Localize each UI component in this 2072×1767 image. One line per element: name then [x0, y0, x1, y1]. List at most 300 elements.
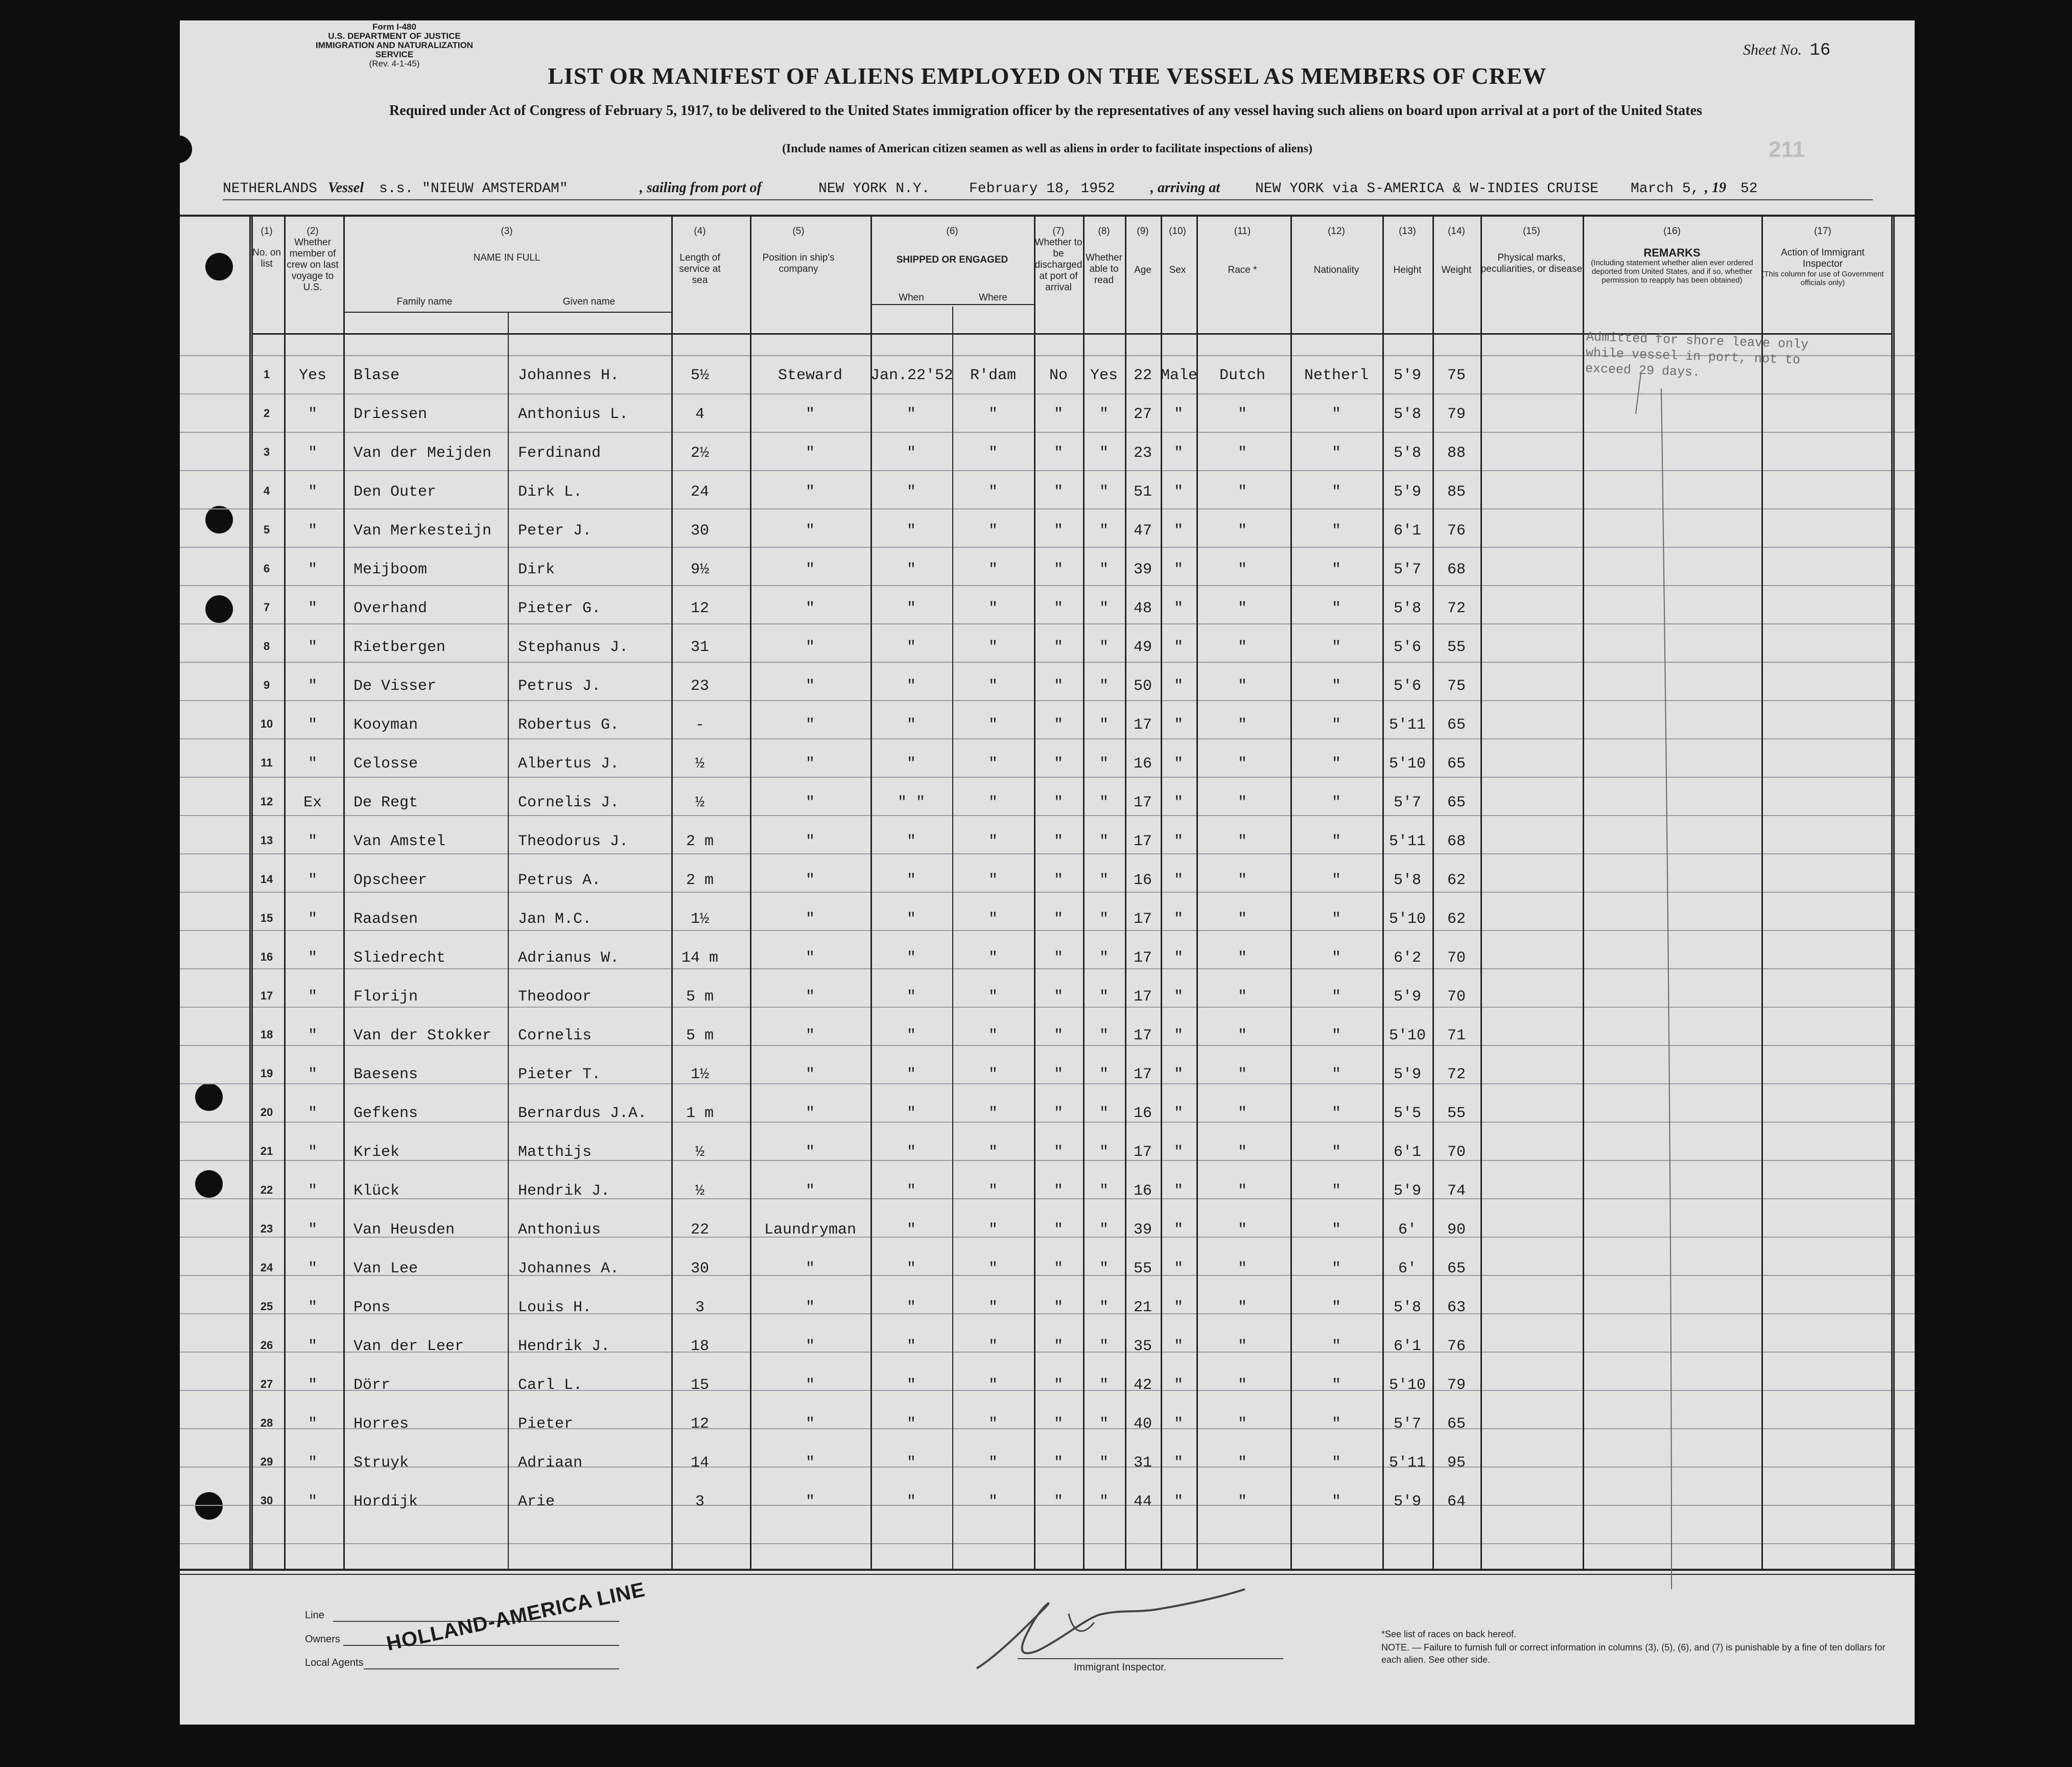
- cell-where: ": [988, 1415, 998, 1433]
- cell-last: ": [308, 406, 317, 423]
- cell-disch: ": [1053, 911, 1063, 928]
- cell-when: ": [906, 716, 916, 734]
- cell-where: ": [988, 1221, 998, 1239]
- cell-age: 47: [1133, 522, 1152, 540]
- cell-given: Pieter: [518, 1415, 574, 1433]
- cell-race: ": [1237, 1454, 1247, 1472]
- cell-weight: 65: [1447, 1260, 1466, 1277]
- cell-position: ": [805, 1415, 815, 1433]
- cell-sex: ": [1173, 483, 1183, 501]
- col-9-number: (9): [1137, 226, 1149, 237]
- races-note: *See list of races on back hereof.: [1381, 1629, 1517, 1639]
- cell-position: ": [805, 1299, 815, 1316]
- cell-last: ": [308, 988, 317, 1006]
- cell-read: ": [1099, 1415, 1109, 1433]
- col-last-voyage-header: Whether member of crew on last voyage to U.S.: [287, 237, 339, 293]
- cell-height: 5'8: [1393, 445, 1421, 462]
- cell-where: ": [988, 406, 998, 423]
- cell-family: Hordijk: [354, 1493, 418, 1510]
- cell-weight: 65: [1447, 716, 1466, 734]
- cell-age: 16: [1133, 1182, 1152, 1200]
- cell-nationality: ": [1331, 949, 1341, 967]
- cell-sex: ": [1173, 949, 1183, 967]
- note-text: — Failure to furnish full or correct information in columns (3), (5), (6), and (7) is punishable by a fine of ten dollars for each alien. See other side.: [1381, 1642, 1886, 1665]
- cell-race: ": [1237, 872, 1247, 889]
- cell-nationality: ": [1331, 1182, 1341, 1200]
- cell-age: 17: [1133, 716, 1152, 734]
- cell-where: ": [988, 483, 998, 501]
- cell-read: ": [1099, 1377, 1109, 1394]
- row-number: 23: [260, 1222, 273, 1235]
- col-15-number: (15): [1523, 226, 1540, 237]
- cell-sex: ": [1173, 1415, 1183, 1433]
- cell-given: Hendrik J.: [518, 1338, 610, 1355]
- year-prefix: , 19: [1705, 180, 1726, 196]
- cell-family: De Regt: [354, 794, 418, 811]
- cell-when: ": [906, 988, 916, 1006]
- cell-race: ": [1237, 1415, 1247, 1433]
- cell-when: ": [906, 833, 916, 850]
- cell-age: 55: [1133, 1260, 1152, 1277]
- cell-where: ": [988, 1144, 998, 1161]
- col-race-header: Race *: [1228, 265, 1257, 275]
- cell-race: ": [1237, 1299, 1247, 1316]
- cell-where: ": [988, 600, 998, 617]
- arrival-port: NEW YORK via S-AMERICA & W-INDIES CRUISE: [1255, 181, 1599, 197]
- col-action-note: (This column for use of Government officials only): [1761, 270, 1884, 287]
- cell-service: ½: [695, 755, 704, 773]
- cell-service: 1½: [690, 1066, 709, 1083]
- cell-position: ": [805, 600, 815, 617]
- cell-family: Opscheer: [354, 872, 428, 889]
- cell-position: ": [805, 1338, 815, 1355]
- cell-given: Petrus A.: [518, 872, 601, 889]
- cell-service: 5 m: [686, 1027, 714, 1044]
- form-service: IMMIGRATION AND NATURALIZATION SERVICE: [315, 40, 474, 59]
- cell-sex: ": [1173, 1105, 1183, 1122]
- row-number: 21: [260, 1145, 273, 1157]
- row-number: 8: [263, 640, 270, 653]
- cell-when: ": [906, 1221, 916, 1239]
- cell-where: ": [988, 1027, 998, 1044]
- col-remarks-header: REMARKS: [1643, 246, 1701, 259]
- cell-height: 6'2: [1393, 949, 1421, 967]
- cell-height: 5'8: [1393, 600, 1421, 617]
- cell-position: ": [805, 1377, 815, 1394]
- note-label: NOTE.: [1381, 1642, 1410, 1653]
- row-number: 12: [260, 795, 273, 808]
- cell-read: ": [1099, 1260, 1109, 1277]
- cell-read: ": [1099, 522, 1109, 540]
- cell-service: 30: [690, 522, 709, 540]
- cell-last: ": [308, 949, 317, 967]
- cell-age: 50: [1133, 678, 1152, 695]
- cell-age: 22: [1133, 367, 1152, 384]
- cell-weight: 72: [1447, 1066, 1466, 1083]
- cell-last: ": [308, 445, 317, 462]
- cell-weight: 65: [1447, 755, 1466, 773]
- row-number: 26: [260, 1339, 273, 1352]
- cell-where: ": [988, 1454, 998, 1472]
- cell-where: ": [988, 1338, 998, 1355]
- line-stamp: HOLLAND-AMERICA LINE: [384, 1578, 647, 1656]
- row-number: 24: [260, 1261, 273, 1274]
- cell-race: ": [1237, 1493, 1247, 1510]
- cell-race: ": [1237, 949, 1247, 967]
- cell-family: Van Merkesteijn: [354, 522, 492, 540]
- cell-nationality: ": [1331, 1105, 1341, 1122]
- cell-where: ": [988, 561, 998, 578]
- cell-disch: ": [1053, 755, 1063, 773]
- cell-family: Kooyman: [354, 716, 418, 734]
- cell-age: 44: [1133, 1493, 1152, 1510]
- cell-nationality: ": [1331, 483, 1341, 501]
- cell-height: 5'9: [1393, 483, 1421, 501]
- cell-weight: 74: [1447, 1182, 1466, 1200]
- cell-height: 5'7: [1393, 561, 1421, 578]
- cell-service: 24: [690, 483, 709, 501]
- cell-family: Driessen: [354, 406, 428, 423]
- cell-read: ": [1099, 1027, 1109, 1044]
- cell-nationality: ": [1331, 1299, 1341, 1316]
- cell-height: 5'8: [1393, 872, 1421, 889]
- row-number: 28: [260, 1416, 273, 1429]
- cell-given: Albertus J.: [518, 755, 620, 773]
- row-number: 6: [263, 562, 270, 575]
- cell-given: Johannes A.: [518, 1260, 620, 1277]
- cell-when: ": [906, 1027, 916, 1044]
- cell-sex: ": [1173, 1377, 1183, 1394]
- cell-sex: ": [1173, 1066, 1183, 1083]
- cell-service: 2½: [690, 445, 709, 462]
- cell-when: ": [906, 949, 916, 967]
- cell-weight: 63: [1447, 1299, 1466, 1316]
- cell-read: ": [1099, 988, 1109, 1006]
- cell-height: 5'5: [1393, 1105, 1421, 1122]
- cell-position: ": [805, 561, 815, 578]
- cell-position: Laundryman: [764, 1221, 857, 1239]
- cell-age: 48: [1133, 600, 1152, 617]
- col-where-header: Where: [979, 292, 1007, 303]
- cell-weight: 65: [1447, 1415, 1466, 1433]
- cell-where: ": [988, 1377, 998, 1394]
- cell-service: -: [695, 716, 704, 734]
- cell-service: 5 m: [686, 988, 714, 1006]
- col-family-header: Family name: [396, 296, 453, 307]
- cell-given: Adrianus W.: [518, 949, 620, 967]
- cell-last: ": [308, 1493, 317, 1510]
- cell-weight: 55: [1447, 639, 1466, 656]
- cell-age: 40: [1133, 1415, 1152, 1433]
- cell-given: Louis H.: [518, 1299, 592, 1316]
- cell-weight: 70: [1447, 1144, 1466, 1161]
- form-number: Form I-480: [372, 22, 416, 32]
- cell-given: Jan M.C.: [518, 911, 592, 928]
- cell-position: ": [805, 678, 815, 695]
- col-17-number: (17): [1814, 226, 1831, 237]
- cell-sex: ": [1173, 561, 1183, 578]
- cell-age: 16: [1133, 872, 1152, 889]
- col-13-number: (13): [1399, 226, 1416, 237]
- cell-service: 12: [690, 1415, 709, 1433]
- page-stamp: 211: [1769, 137, 1805, 162]
- arriving-label: , arriving at: [1150, 180, 1220, 196]
- cell-race: ": [1237, 794, 1247, 811]
- cell-nationality: ": [1331, 1493, 1341, 1510]
- cell-height: 5'11: [1388, 833, 1426, 850]
- inspector-signature: [967, 1574, 1253, 1676]
- cell-height: 6'1: [1393, 522, 1421, 540]
- cell-race: ": [1237, 1338, 1247, 1355]
- manifest-subtitle: Required under Act of Congress of February 5, 1917, to be delivered to the United States immigration officer by the representatives of any vessel having such aliens on board upon arrival at a port of the United States: [389, 103, 1702, 119]
- cell-read: ": [1099, 1221, 1109, 1239]
- cell-read: ": [1099, 716, 1109, 734]
- row-number: 20: [260, 1106, 273, 1119]
- cell-read: ": [1099, 639, 1109, 656]
- cell-given: Dirk L.: [518, 483, 583, 501]
- cell-position: ": [805, 406, 815, 423]
- cell-read: ": [1099, 561, 1109, 578]
- cell-age: 39: [1133, 561, 1152, 578]
- cell-race: ": [1237, 639, 1247, 656]
- cell-race: ": [1237, 716, 1247, 734]
- col-14-number: (14): [1448, 226, 1465, 237]
- cell-sex: Male: [1161, 367, 1198, 384]
- cell-family: Sliedrecht: [354, 949, 446, 967]
- col-12-number: (12): [1328, 226, 1345, 237]
- cell-height: 5'7: [1393, 794, 1421, 811]
- cell-when: ": [906, 406, 916, 423]
- cell-service: 2 m: [686, 872, 714, 889]
- cell-age: 17: [1133, 1027, 1152, 1044]
- cell-race: ": [1237, 600, 1247, 617]
- col-8-number: (8): [1098, 226, 1110, 237]
- cell-disch: ": [1053, 794, 1063, 811]
- cell-read: ": [1099, 1299, 1109, 1316]
- cell-race: ": [1237, 406, 1247, 423]
- row-number: 10: [260, 717, 273, 730]
- row-number: 22: [260, 1183, 273, 1196]
- cell-family: Van Amstel: [354, 833, 446, 850]
- cell-nationality: ": [1331, 716, 1341, 734]
- col-3-number: (3): [501, 226, 513, 237]
- cell-family: Dörr: [354, 1377, 391, 1394]
- cell-family: Rietbergen: [354, 639, 446, 656]
- col-nationality-header: Nationality: [1313, 265, 1359, 275]
- cell-when: ": [906, 522, 916, 540]
- cell-height: 5'9: [1393, 1182, 1421, 1200]
- cell-nationality: ": [1331, 561, 1341, 578]
- cell-read: ": [1099, 1105, 1109, 1122]
- col-11-number: (11): [1234, 226, 1251, 237]
- cell-disch: ": [1053, 1299, 1063, 1316]
- cell-race: ": [1237, 911, 1247, 928]
- cell-family: Florijn: [354, 988, 418, 1006]
- cell-weight: 75: [1447, 678, 1466, 695]
- col-height-header: Height: [1393, 265, 1422, 275]
- cell-sex: ": [1173, 1221, 1183, 1239]
- cell-given: Cornelis: [518, 1027, 592, 1044]
- inspector-label: Immigrant Inspector.: [1074, 1662, 1167, 1673]
- cell-disch: ": [1053, 639, 1063, 656]
- cell-position: ": [805, 1066, 815, 1083]
- cell-where: ": [988, 1182, 998, 1200]
- cell-family: Raadsen: [354, 911, 418, 928]
- cell-service: 22: [690, 1221, 709, 1239]
- cell-disch: ": [1053, 988, 1063, 1006]
- cell-weight: 62: [1447, 911, 1466, 928]
- col-physical-header: Physical marks, peculiarities, or disease: [1480, 252, 1583, 274]
- cell-family: Van der Meijden: [354, 445, 492, 462]
- cell-race: ": [1237, 1027, 1247, 1044]
- cell-sex: ": [1173, 872, 1183, 889]
- cell-position: ": [805, 949, 815, 967]
- remarks-stamp: Admitted for shore leave only while vessel in port, not to exceed 29 days.: [1585, 329, 1809, 380]
- cell-weight: 76: [1447, 1338, 1466, 1355]
- cell-disch: ": [1053, 483, 1063, 501]
- row-number: 4: [263, 484, 270, 497]
- cell-read: Yes: [1090, 367, 1118, 384]
- cell-weight: 72: [1447, 600, 1466, 617]
- cell-nationality: ": [1331, 1260, 1341, 1277]
- cell-nationality: ": [1331, 1338, 1341, 1355]
- cell-given: Stephanus J.: [518, 639, 629, 656]
- cell-disch: ": [1053, 406, 1063, 423]
- cell-family: Horres: [354, 1415, 409, 1433]
- cell-disch: ": [1053, 1221, 1063, 1239]
- cell-when: ": [906, 911, 916, 928]
- cell-last: ": [308, 1338, 317, 1355]
- cell-given: Arie: [518, 1493, 555, 1510]
- cell-read: ": [1099, 406, 1109, 423]
- cell-service: 3: [695, 1493, 704, 1510]
- cell-when: ": [906, 1454, 916, 1472]
- year-value: 52: [1740, 181, 1758, 197]
- cell-family: Kriek: [354, 1144, 400, 1161]
- cell-sex: ": [1173, 406, 1183, 423]
- cell-race: ": [1237, 755, 1247, 773]
- cell-nationality: ": [1331, 1377, 1341, 1394]
- cell-race: ": [1237, 988, 1247, 1006]
- cell-read: ": [1099, 1144, 1109, 1161]
- cell-nationality: ": [1331, 600, 1341, 617]
- col-16-number: (16): [1663, 226, 1681, 237]
- col-5-number: (5): [792, 226, 805, 237]
- cell-given: Bernardus J.A.: [518, 1105, 647, 1122]
- cell-position: ": [805, 911, 815, 928]
- row-number: 1: [263, 368, 270, 381]
- cell-service: 9½: [690, 561, 709, 578]
- cell-family: Gefkens: [354, 1105, 418, 1122]
- row-number: 30: [260, 1494, 273, 1507]
- row-number: 11: [261, 756, 273, 769]
- cell-weight: 70: [1447, 949, 1466, 967]
- cell-age: 42: [1133, 1377, 1152, 1394]
- cell-position: ": [805, 755, 815, 773]
- row-number: 19: [260, 1067, 273, 1080]
- cell-height: 5'6: [1393, 639, 1421, 656]
- owners-label: Owners: [305, 1634, 340, 1645]
- cell-height: 6': [1398, 1221, 1417, 1239]
- cell-when: " ": [897, 794, 925, 811]
- cell-weight: 68: [1447, 561, 1466, 578]
- cell-family: De Visser: [354, 678, 437, 695]
- cell-service: ½: [695, 794, 704, 811]
- cell-service: 2 m: [686, 833, 714, 850]
- cell-disch: ": [1053, 1027, 1063, 1044]
- row-number: 18: [260, 1028, 273, 1041]
- cell-family: Meijboom: [354, 561, 428, 578]
- cell-last: ": [308, 872, 317, 889]
- cell-given: Robertus G.: [518, 716, 620, 734]
- cell-disch: ": [1053, 445, 1063, 462]
- cell-sex: ": [1173, 988, 1183, 1006]
- cell-sex: ": [1173, 1338, 1183, 1355]
- cell-sex: ": [1173, 1299, 1183, 1316]
- cell-disch: ": [1053, 716, 1063, 734]
- cell-service: 4: [695, 406, 704, 423]
- cell-weight: 85: [1447, 483, 1466, 501]
- row-number: 16: [260, 950, 273, 963]
- row-number: 15: [260, 912, 273, 924]
- cell-nationality: ": [1331, 678, 1341, 695]
- cell-disch: ": [1053, 1144, 1063, 1161]
- cell-position: ": [805, 794, 815, 811]
- cell-given: Peter J.: [518, 522, 592, 540]
- cell-race: ": [1237, 1182, 1247, 1200]
- manifest-title: LIST OR MANIFEST OF ALIENS EMPLOYED ON THE VESSEL AS MEMBERS OF CREW: [548, 63, 1547, 89]
- cell-read: ": [1099, 445, 1109, 462]
- cell-age: 17: [1133, 833, 1152, 850]
- cell-given: Dirk: [518, 561, 555, 578]
- cell-weight: 62: [1447, 872, 1466, 889]
- cell-service: 15: [690, 1377, 709, 1394]
- cell-service: ½: [695, 1182, 704, 1200]
- cell-age: 49: [1133, 639, 1152, 656]
- cell-disch: ": [1053, 833, 1063, 850]
- cell-last: ": [308, 1260, 317, 1277]
- cell-height: 5'9: [1393, 988, 1421, 1006]
- cell-sex: ": [1173, 1182, 1183, 1200]
- cell-height: 5'8: [1393, 406, 1421, 423]
- cell-service: 18: [690, 1338, 709, 1355]
- cell-nationality: ": [1331, 794, 1341, 811]
- cell-disch: ": [1053, 1377, 1063, 1394]
- cell-race: ": [1237, 678, 1247, 695]
- cell-given: Matthijs: [518, 1144, 592, 1161]
- cell-weight: 55: [1447, 1105, 1466, 1122]
- cell-nationality: ": [1331, 911, 1341, 928]
- cell-given: Carl L.: [518, 1377, 583, 1394]
- cell-race: ": [1237, 1105, 1247, 1122]
- cell-weight: 65: [1447, 794, 1466, 811]
- col-remarks-note: (Including statement whether alien ever ordered deported from United States, and if so, whether permission to reapply has been obtained): [1591, 259, 1753, 285]
- cell-last: ": [308, 639, 317, 656]
- cell-when: ": [906, 1066, 916, 1083]
- cell-age: 21: [1133, 1299, 1152, 1316]
- cell-service: 3: [695, 1299, 704, 1316]
- cell-when: ": [906, 483, 916, 501]
- cell-weight: 79: [1447, 1377, 1466, 1394]
- cell-position: ": [805, 639, 815, 656]
- cell-nationality: ": [1331, 755, 1341, 773]
- cell-sex: ": [1173, 1260, 1183, 1277]
- cell-race: ": [1237, 483, 1247, 501]
- cell-race: ": [1237, 1144, 1247, 1161]
- col-action-header: Action of Immigrant Inspector: [1781, 247, 1865, 269]
- cell-position: ": [805, 988, 815, 1006]
- cell-weight: 88: [1447, 445, 1466, 462]
